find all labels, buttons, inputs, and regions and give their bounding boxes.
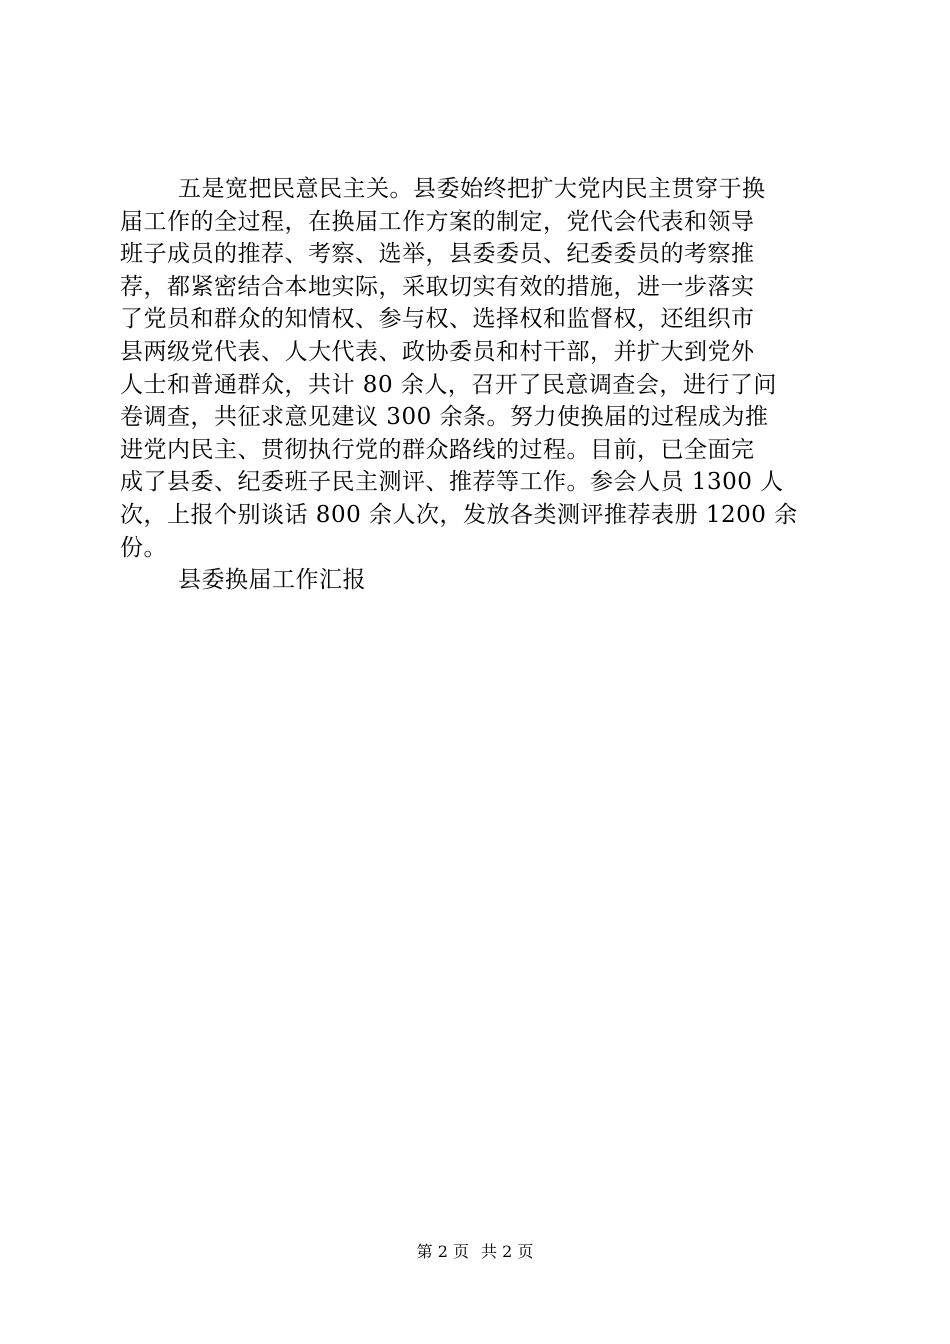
- paragraph-line: 届工作的全过程，在换届工作方案的制定，党代会代表和领导: [120, 208, 755, 235]
- paragraph-line: 进党内民主、贯彻执行党的群众路线的过程。目前，已全面完: [120, 436, 755, 463]
- paragraph-line: 荐，都紧密结合本地实际，采取切实有效的措施，进一步落实: [120, 273, 755, 300]
- page-number: 第 2 页: [416, 1242, 469, 1261]
- document-body: [120, 173, 832, 597]
- paragraph-line: 成了县委、纪委班子民主测评、推荐等工作。参会人员 1300 人: [120, 469, 784, 496]
- page-total: 共 2 页: [481, 1242, 534, 1261]
- paragraph-line: 五是宽把民意民主关。县委始终把扩大党内民主贯穿于换: [178, 176, 766, 202]
- paragraph-line: 卷调查，共征求意见建议 300 余条。努力使换届的过程成为推: [120, 404, 769, 431]
- paragraph-line: 人士和普通群众，共计 80 余人，召开了民意调查会，进行了问: [120, 371, 777, 398]
- paragraph-line: 份。: [120, 534, 167, 561]
- paragraph-line: 县两级党代表、人大代表、政协委员和村干部，并扩大到党外: [120, 338, 755, 365]
- paragraph-line: 班子成员的推荐、考察、选举，县委委员、纪委委员的考察推: [120, 241, 755, 268]
- paragraph-line: 次，上报个别谈话 800 余人次，发放各类测评推荐表册 1200 余: [120, 501, 798, 528]
- paragraph-line: 了党员和群众的知情权、参与权、选择权和监督权，还组织市: [120, 306, 755, 333]
- closing-line: 县委换届工作汇报: [178, 567, 366, 594]
- page-footer: [0, 1240, 950, 1264]
